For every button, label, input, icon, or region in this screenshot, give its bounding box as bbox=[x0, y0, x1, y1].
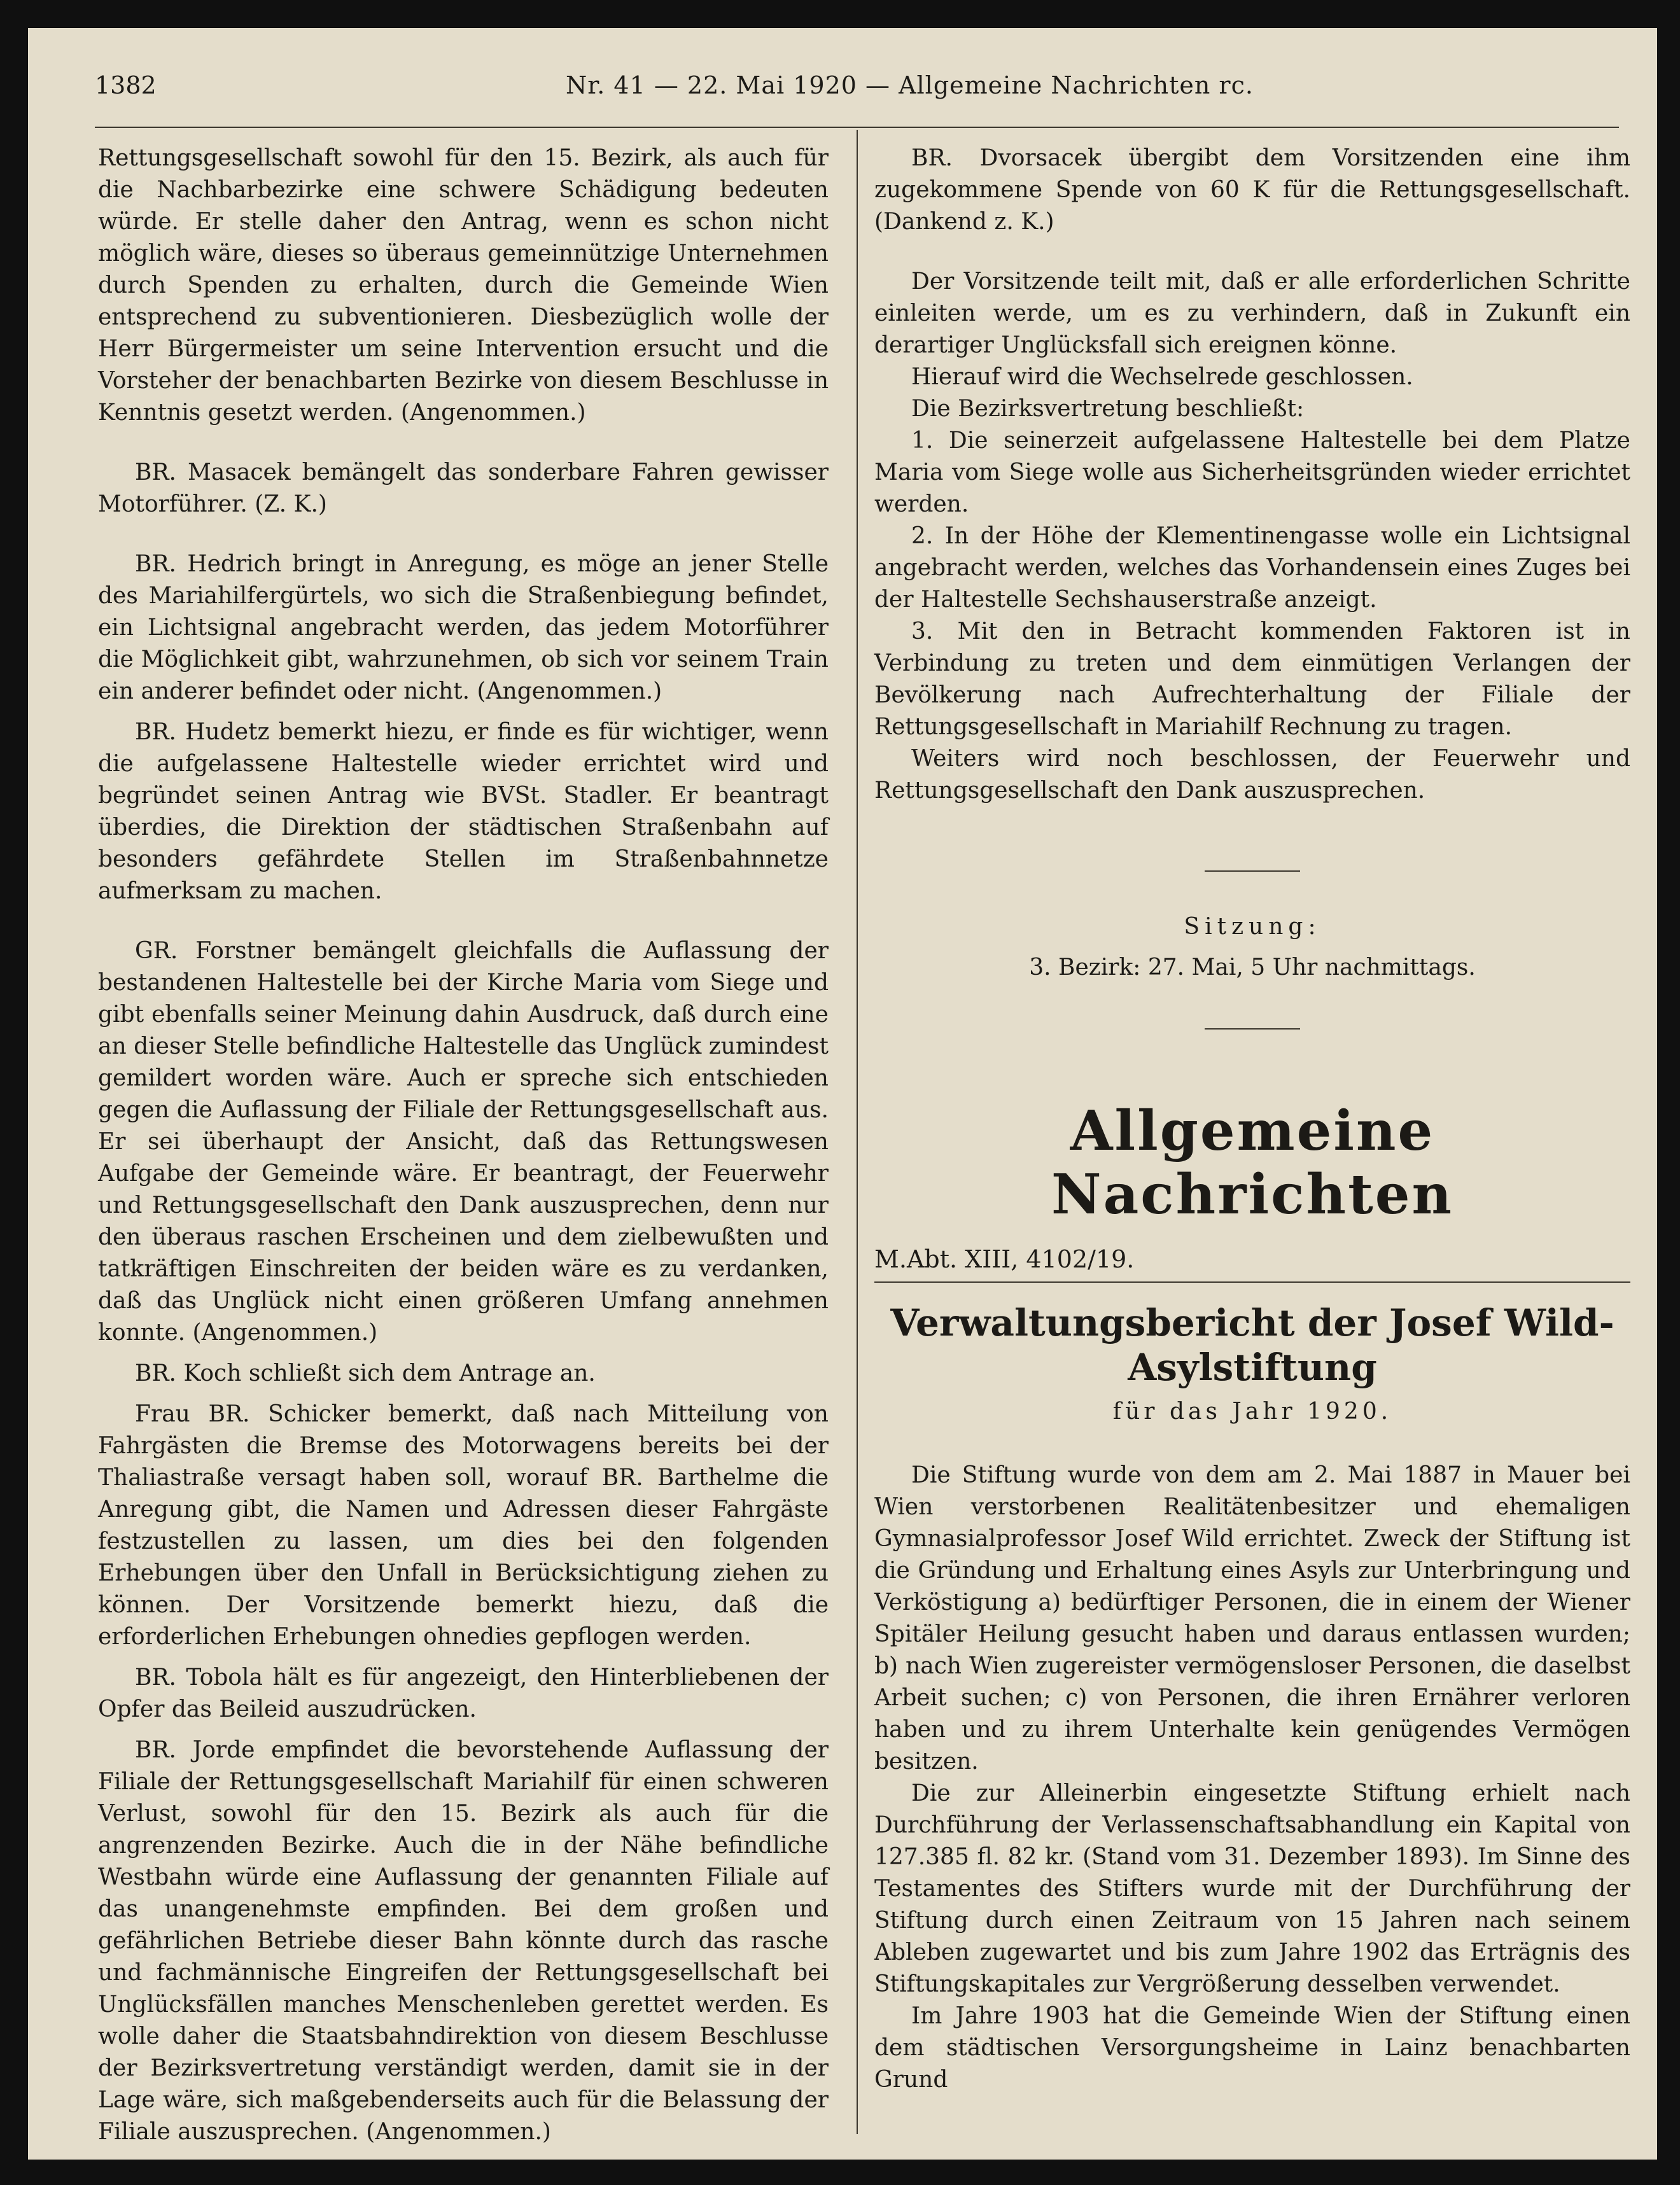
paragraph: Hierauf wird die Wechselrede geschlossen. bbox=[911, 364, 1413, 390]
paragraph: Im Jahre 1903 hat die Gemeinde Wien der Stiftung einen dem städtischen Versorgungsheime in Lainz benachbarten Grund bbox=[874, 2003, 1630, 2093]
paragraph: BR. Hedrich bringt in Anregung, es möge an jener Stelle des Mariahilfergürtels, wo sich die Straßenbiegung befindet, ein Lichtsignal angebracht werden, das jedem Motorführer die Möglichkeit gibt, wahrzunehmen, ob sich vor seinem Train ein anderer befindet oder nicht. (Angenommen.) bbox=[98, 551, 829, 704]
newspaper-page bbox=[28, 28, 1657, 2160]
header-rule bbox=[95, 127, 1619, 128]
section-rule bbox=[1205, 870, 1300, 872]
resolution-item: 1. Die seinerzeit aufgelassene Haltestelle bei dem Platze Maria vom Siege wolle aus Sicherheitsgründen wieder errichtet werden. bbox=[874, 428, 1630, 517]
resolution-item: 2. In der Höhe der Klementinengasse wolle ein Lichtsignal angebracht werden, welches das Vorhandensein eines Zuges bei der Haltestelle Sechshauserstraße anzeigt. bbox=[874, 523, 1630, 613]
report-subtitle: für das Jahr 1920. bbox=[1112, 1399, 1392, 1425]
issue-line: Nr. 41 — 22. Mai 1920 — Allgemeine Nachrichten rc. bbox=[566, 71, 1254, 99]
session-heading: Sitzung: bbox=[1184, 914, 1321, 940]
department-reference: M.Abt. XIII, 4102/19. bbox=[874, 1245, 1135, 1273]
right-column bbox=[874, 143, 1630, 2096]
title-rule bbox=[874, 1281, 1630, 1283]
paragraph: BR. Tobola hält es für angezeigt, den Hinterbliebenen der Opfer das Beileid auszudrücken. bbox=[98, 1665, 829, 1722]
paragraph: BR. Hudetz bemerkt hiezu, er finde es für wichtiger, wenn die aufgelassene Haltestelle wieder errichtet wird und begründet seinen Antrag wie BVSt. Stadler. Er beantragt überdies, die Direktion der städtischen Straßenbahn auf besonders gefährdete Stellen im Straßenbahnnetze aufmerksam zu machen. bbox=[98, 719, 829, 904]
section-rule bbox=[1205, 1028, 1300, 1030]
paragraph: BR. Jorde empfindet die bevorstehende Auflassung der Filiale der Rettungsgesellschaft Mariahilf für einen schweren Verlust, sowohl für den 15. Bezirk als auch für die angrenzenden Bezirke. Auch die in der Nähe befindliche Westbahn würde eine Auflassung der genannten Filiale auf das unangenehmste empfinden. Bei dem großen und gefährlichen Betriebe dieser Bahn könnte durch das rasche und fachmännische Eingreifen der Rettungsgesellschaft bei Unglücksfällen manches Menschenleben gerettet werden. Es wolle daher die Staatsbahndirektion von diesem Beschlusse der Bezirksvertretung verständigt werden, damit sie in der Lage wäre, sich maßgebenderseits auch für die Belassung der Filiale auszusprechen. (Angenommen.) bbox=[98, 1737, 829, 2145]
resolution-item: 3. Mit den in Betracht kommenden Faktoren ist in Verbindung zu treten und dem einmütigen Verlangen der Bevölkerung nach Aufrechterhaltung der Filiale der Rettungsgesellschaft in Mariahilf Rechnung zu tragen. bbox=[874, 618, 1630, 740]
report-title: Verwaltungsbericht der Josef Wild- bbox=[890, 1301, 1614, 1344]
paragraph: Die zur Alleinerbin eingesetzte Stiftung erhielt nach Durchführung der Verlassenschaftsabhandlung ein Kapital von 127.385 fl. 82 kr. (Stand vom 31. Dezember 1893). Im Sinne des Testamentes des Stifters wurde mit der Durchführung der Stiftung durch einen Zeitraum von 15 Jahren nach seinem Ableben zugewartet und bis zum Jahre 1902 das Erträgnis des Stiftungskapitales zur Vergrößerung desselben verwendet. bbox=[874, 1780, 1630, 1997]
paragraph: Die Stiftung wurde von dem am 2. Mai 1887 in Mauer bei Wien verstorbenen Realitätenbesitzer und ehemaligen Gymnasialprofessor Josef Wild errichtet. Zweck der Stiftung ist die Gründung und Erhaltung eines Asyls zur Unterbringung und Verköstigung a) bedürftiger Personen, die in einem der Wiener Spitäler Heilung gesucht haben und daraus entlassen wurden; b) nach Wien zugereister vermögensloser Personen, die daselbst Arbeit suchen; c) von Personen, die ihren Ernährer verloren haben und zu ihrem Unterhalte kein genügendes Vermögen besitzen. bbox=[874, 1462, 1630, 1775]
session-line: 3. Bezirk: 27. Mai, 5 Uhr nachmittags. bbox=[1029, 954, 1476, 981]
paragraph: BR. Koch schließt sich dem Antrage an. bbox=[135, 1360, 596, 1386]
paragraph: BR. Masacek bemängelt das sonderbare Fahren gewisser Motorführer. (Z. K.) bbox=[98, 459, 829, 517]
page-number: 1382 bbox=[95, 71, 157, 99]
paragraph: Rettungsgesellschaft sowohl für den 15. Bezirk, als auch für die Nachbarbezirke eine schwere Schädigung bedeuten würde. Er stelle daher den Antrag, wenn es schon nicht möglich wäre, dieses so überaus gemeinnützige Unternehmen durch Spenden zu erhalten, durch die Gemeinde Wien entsprechend zu subventionieren. Diesbezüglich wolle der Herr Bürgermeister um seine Intervention ersucht und die Vorsteher der benachbarten Bezirke von diesem Beschlusse in Kenntnis gesetzt werden. (Angenommen.) bbox=[98, 145, 829, 426]
paragraph: Weiters wird noch beschlossen, der Feuerwehr und Rettungsgesellschaft den Dank auszusprechen. bbox=[874, 746, 1630, 804]
paragraph: Der Vorsitzende teilt mit, daß er alle erforderlichen Schritte einleiten werde, um es zu verhindern, daß in Zukunft ein derartiger Unglücksfall sich ereignen könne. bbox=[874, 269, 1630, 358]
section-title: Allgemeine Nachrichten bbox=[1051, 1099, 1454, 1227]
paragraph: GR. Forstner bemängelt gleichfalls die Auflassung der bestandenen Haltestelle bei der Kirche Maria vom Siege und gibt ebenfalls seiner Meinung dahin Ausdruck, daß durch eine an dieser Stelle befindliche Haltestelle das Unglück zumindest gemildert worden wäre. Auch er spreche sich entschieden gegen die Auflassung der Filiale der Rettungsgesellschaft aus. Er sei überhaupt der Ansicht, daß das Rettungswesen Aufgabe der Gemeinde wäre. Er beantragt, der Feuerwehr und Rettungsgesellschaft den Dank auszusprechen, denn nur den überaus raschen Erscheinen und dem zielbewußten und tatkräftigen Einschreiten der beiden wäre es zu verdanken, daß das Unglück nicht einen größeren Umfang annehmen konnte. (Angenommen.) bbox=[98, 938, 829, 1346]
column-divider bbox=[857, 130, 858, 2134]
paragraph: Die Bezirksvertretung beschließt: bbox=[911, 396, 1305, 422]
left-column bbox=[98, 143, 829, 2148]
paragraph: Frau BR. Schicker bemerkt, daß nach Mitteilung von Fahrgästen die Bremse des Motorwagens bereits bei der Thaliastraße versagt haben soll, worauf BR. Barthelme die Anregung gibt, die Namen und Adressen dieser Fahrgäste festzustellen zu lassen, um dies bei den folgenden Erhebungen über den Unfall in Berücksichtigung ziehen zu können. Der Vorsitzende bemerkt hiezu, daß die erforderlichen Erhebungen ohnedies gepflogen werden. bbox=[98, 1401, 829, 1650]
running-head bbox=[28, 60, 1657, 111]
paragraph: BR. Dvorsacek übergibt dem Vorsitzenden eine ihm zugekommene Spende von 60 K für die Rettungsgesellschaft. (Dankend z. K.) bbox=[874, 145, 1630, 235]
report-title: Asylstiftung bbox=[1128, 1346, 1377, 1389]
